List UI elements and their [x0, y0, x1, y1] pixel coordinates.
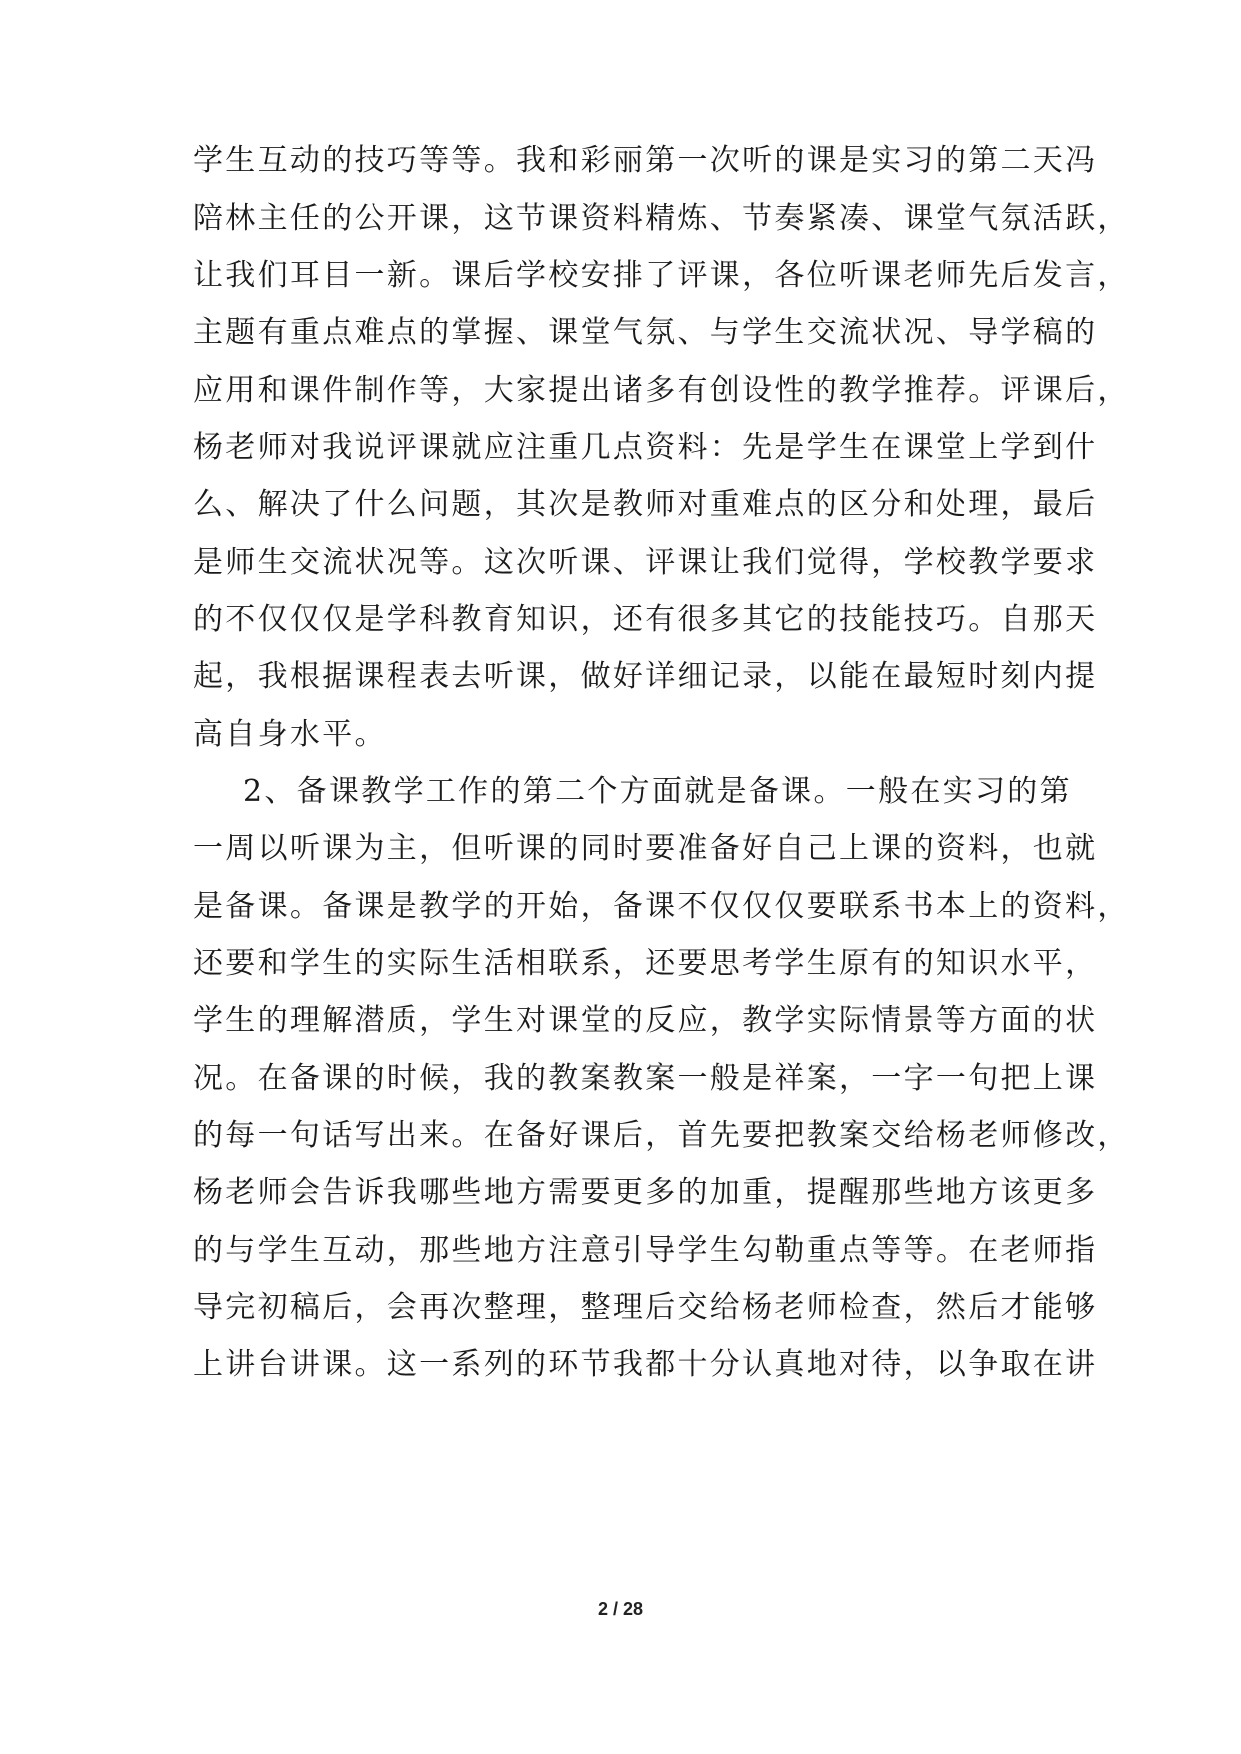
text-line: 上讲台讲课。这一系列的环节我都十分认真地对待，以争取在讲 — [193, 1347, 1098, 1382]
text-line: 的每一句话写出来。在备好课后，首先要把教案交给杨老师修改， — [193, 1118, 1130, 1153]
text-line: 导完初稿后，会再次整理，整理后交给杨老师检查，然后才能够 — [193, 1290, 1098, 1325]
text-line: 学生互动的技巧等等。我和彩丽第一次听的课是实习的第二天冯 — [193, 143, 1098, 178]
text-line: 应用和课件制作等，大家提出诸多有创设性的教学推荐。评课后， — [193, 373, 1130, 408]
text-line: 是师生交流状况等。这次听课、评课让我们觉得，学校教学要求 — [193, 545, 1098, 580]
text-line: 一周以听课为主，但听课的同时要准备好自己上课的资料，也就 — [193, 831, 1098, 866]
text-line: 主题有重点难点的掌握、课堂气氛、与学生交流状况、导学稿的 — [193, 315, 1098, 350]
text-line: 还要和学生的实际生活相联系，还要思考学生原有的知识水平， — [193, 946, 1098, 981]
text-line: 让我们耳目一新。课后学校安排了评课，各位听课老师先后发言， — [193, 258, 1130, 293]
text-line: 杨老师会告诉我哪些地方需要更多的加重，提醒那些地方该更多 — [193, 1175, 1098, 1210]
text-line: 杨老师对我说评课就应注重几点资料：先是学生在课堂上学到什 — [193, 430, 1098, 465]
text-line: 高自身水平。 — [193, 717, 387, 752]
text-line: 起，我根据课程表去听课，做好详细记录，以能在最短时刻内提 — [193, 659, 1098, 694]
text-line: 学生的理解潜质，学生对课堂的反应，教学实际情景等方面的状 — [193, 1003, 1098, 1038]
text-line: 是备课。备课是教学的开始，备课不仅仅仅要联系书本上的资料， — [193, 889, 1130, 924]
text-line: 的不仅仅仅是学科教育知识，还有很多其它的技能技巧。自那天 — [193, 602, 1098, 637]
text-line: 的与学生互动，那些地方注意引导学生勾勒重点等等。在老师指 — [193, 1233, 1098, 1268]
text-line: 况。在备课的时候，我的教案教案一般是祥案，一字一句把上课 — [193, 1061, 1098, 1096]
text-line: 陪林主任的公开课，这节课资料精炼、节奏紧凑、课堂气氛活跃， — [193, 201, 1130, 236]
text-line: 么、解决了什么问题，其次是教师对重难点的区分和处理，最后 — [193, 487, 1098, 522]
paragraph-start-line: 2、备课教学工作的第二个方面就是备课。一般在实习的第 — [243, 774, 1072, 809]
page-number: 2 / 28 — [597, 1599, 644, 1619]
